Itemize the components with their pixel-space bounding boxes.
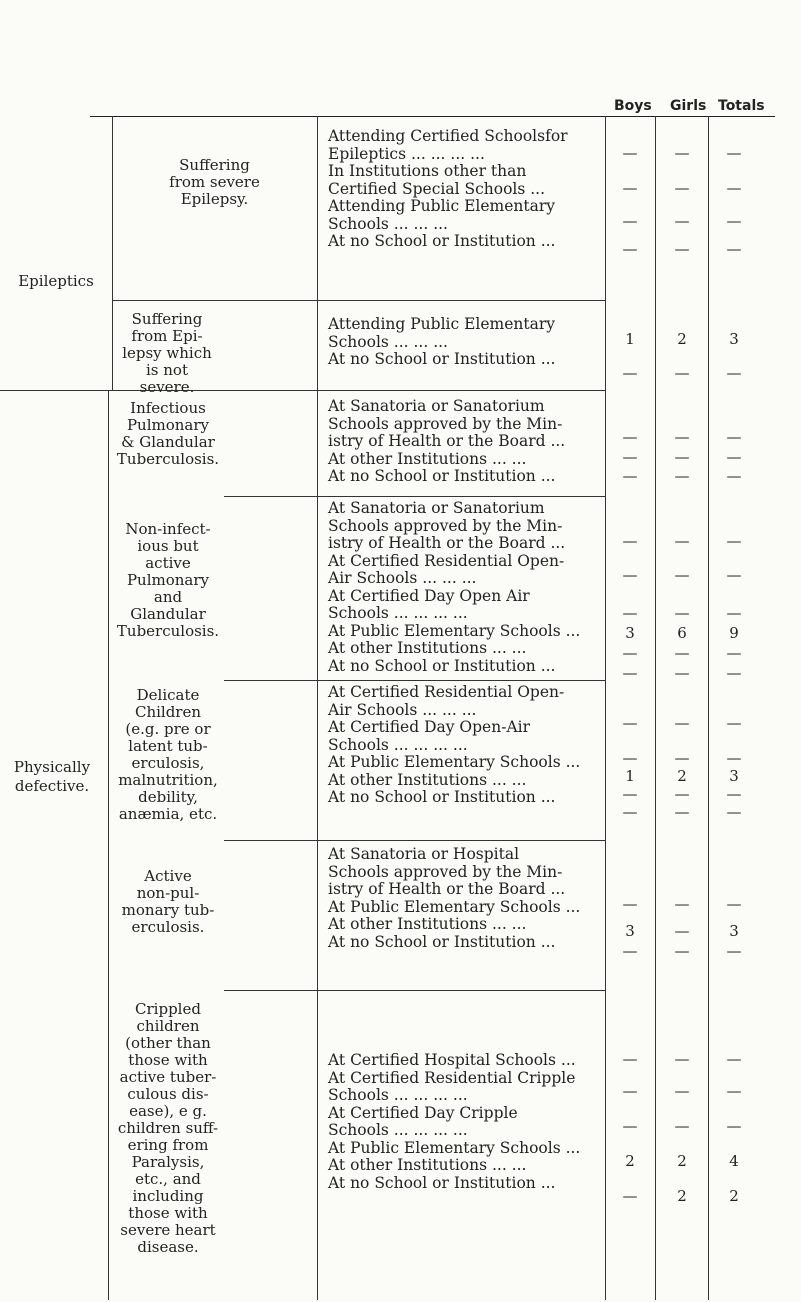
totals-value: —: [726, 566, 742, 584]
placement-item: Air Schools ... ... ...: [328, 569, 477, 587]
girls-value: 2: [677, 1187, 687, 1205]
placement-item: At no School or Institution ...: [328, 932, 556, 951]
group-label: [112, 868, 224, 936]
placement-item: At Certified Day Open Air: [328, 586, 530, 605]
placement-item: Attending Public Elementary: [328, 315, 556, 333]
boys-value: —: [622, 942, 638, 960]
group-label-line: including: [132, 1187, 204, 1205]
placement-item: At no School or Institution ...: [328, 788, 556, 806]
group-label-line: non-pul-: [136, 884, 200, 902]
totals-value: —: [726, 144, 742, 162]
placement-item: istry of Health or the Board ...: [328, 880, 566, 898]
group-label-line: Crippled: [135, 1000, 201, 1018]
boys-value: —: [622, 895, 638, 913]
boys-col-rule: [655, 116, 656, 1300]
placement-item: Schools ... ... ... ...: [328, 604, 468, 622]
group-label-line: Suffering: [179, 156, 250, 174]
placement-item: In Institutions other than: [328, 162, 527, 180]
placement-item: At Certified Day Cripple: [328, 1103, 518, 1122]
girls-value: —: [674, 364, 690, 382]
totals-value: —: [726, 644, 742, 662]
boys-value: —: [622, 749, 638, 767]
boys-value: —: [622, 448, 638, 466]
girls-value: —: [674, 566, 690, 584]
group-label-line: Delicate: [136, 686, 200, 704]
placement-item: Schools ... ... ... ...: [328, 1086, 468, 1104]
boys-value: —: [622, 240, 638, 258]
group-label-line: anæmia, etc.: [118, 805, 218, 823]
boys-value: —: [622, 644, 638, 662]
girls-value: —: [674, 604, 690, 622]
totals-value: —: [726, 749, 742, 767]
totals-value: —: [726, 1050, 742, 1068]
group-label-line: active tuber-: [119, 1068, 217, 1086]
totals-value: —: [726, 604, 742, 622]
group-label-line: Pulmonary: [126, 416, 210, 434]
placement-item: Schools approved by the Min-: [328, 862, 563, 881]
placement-item: At no School or Institution ...: [328, 467, 556, 485]
separator-2: [0, 390, 605, 391]
girls-value: 2: [677, 767, 687, 785]
group-label-line: & Glandular: [121, 433, 215, 451]
girls-value: —: [674, 467, 690, 485]
placement-item: Schools approved by the Min-: [328, 414, 563, 433]
boys-value: —: [622, 803, 638, 821]
group-label-line: ious but: [137, 537, 199, 555]
placement-item: At no School or Institution ...: [328, 350, 556, 368]
totals-header: Totals: [718, 98, 765, 114]
group-label: [112, 1001, 224, 1256]
placement-item: At Sanatoria or Sanatorium: [328, 499, 545, 517]
girls-value: —: [674, 212, 690, 230]
group-label-line: ease), e g.: [129, 1102, 207, 1120]
boys-value: 3: [625, 922, 635, 940]
girls-value: —: [674, 240, 690, 258]
group-label-line: is not: [146, 361, 188, 379]
category-col-rule-bottom: [108, 390, 109, 1300]
totals-value: —: [726, 785, 742, 803]
group-label: [112, 157, 317, 208]
placement-item: At Sanatoria or Sanatorium: [328, 397, 545, 415]
girls-value: 2: [677, 1152, 687, 1170]
separator-5: [224, 840, 605, 841]
separator-1: [112, 300, 605, 301]
group-label-line: Tuberculosis.: [116, 450, 220, 468]
girls-value: —: [674, 803, 690, 821]
group-label-line: Non-infect-: [125, 520, 211, 538]
totals-value: —: [726, 664, 742, 682]
boys-value: —: [622, 604, 638, 622]
totals-value: —: [726, 179, 742, 197]
girls-value: —: [674, 1082, 690, 1100]
totals-value: 3: [729, 922, 739, 940]
girls-value: —: [674, 1117, 690, 1135]
placement-item: At no School or Institution ...: [328, 656, 556, 675]
placement-item: istry of Health or the Board ...: [328, 534, 566, 552]
placement-item: At no School or Institution ...: [328, 1173, 556, 1192]
totals-value: —: [726, 942, 742, 960]
placement-item: At Certified Residential Cripple: [328, 1068, 576, 1087]
group-label-line: Paralysis,: [131, 1153, 205, 1171]
placement-item: At other Institutions ... ...: [328, 770, 527, 789]
placement-item: Schools ... ... ... ...: [328, 1121, 468, 1139]
placement-item: Schools ... ... ... ...: [328, 735, 468, 754]
group-label-line: Suffering: [131, 310, 203, 328]
totals-value: —: [726, 428, 742, 446]
items-col-rule: [605, 116, 606, 1300]
girls-value: —: [674, 749, 690, 767]
boys-value: 3: [625, 624, 635, 642]
separator-4: [224, 680, 605, 681]
girls-value: —: [674, 532, 690, 550]
group-label-line: Infectious: [130, 399, 206, 417]
girls-value: 2: [677, 330, 687, 348]
girls-value: 6: [677, 624, 687, 642]
placement-item: At no School or Institution ...: [328, 232, 556, 250]
totals-value: —: [726, 1117, 742, 1135]
girls-col-rule: [708, 116, 709, 1300]
boys-value: 1: [625, 330, 635, 348]
placement-item: At Certified Hospital Schools ...: [328, 1051, 576, 1069]
girls-value: —: [674, 144, 690, 162]
group-label: [112, 311, 222, 396]
placement-item: Schools ... ... ...: [328, 214, 448, 233]
totals-value: 3: [729, 767, 739, 785]
category-physically-defective: Physically defective.: [13, 758, 91, 795]
group-label: [112, 521, 224, 640]
totals-value: —: [726, 448, 742, 466]
girls-value: —: [674, 428, 690, 446]
totals-value: 2: [729, 1187, 739, 1205]
group-label-line: from severe: [169, 173, 260, 191]
placement-item: At other Institutions ... ...: [328, 639, 527, 657]
girls-value: —: [674, 714, 690, 732]
placement-item: At Public Elementary Schools ...: [328, 1138, 581, 1157]
boys-value: —: [622, 1050, 638, 1068]
totals-value: —: [726, 467, 742, 485]
totals-value: —: [726, 364, 742, 382]
girls-value: —: [674, 895, 690, 913]
girls-value: —: [674, 785, 690, 803]
group-label-line: children: [136, 1017, 200, 1035]
group-label-line: latent tub-: [128, 737, 208, 755]
totals-value: —: [726, 532, 742, 550]
girls-value: —: [674, 179, 690, 197]
totals-value: —: [726, 895, 742, 913]
boys-value: —: [622, 566, 638, 584]
group-col-rule: [317, 116, 318, 1300]
group-label-line: malnutrition,: [118, 771, 218, 789]
girls-value: —: [674, 942, 690, 960]
group-label-line: (e.g. pre or: [125, 720, 211, 738]
totals-value: —: [726, 803, 742, 821]
boys-value: —: [622, 532, 638, 550]
boys-value: —: [622, 714, 638, 732]
group-label-line: severe.: [139, 378, 195, 396]
group-label-line: Children: [134, 703, 202, 721]
totals-value: 3: [729, 330, 739, 348]
totals-value: —: [726, 1082, 742, 1100]
separator-6: [224, 990, 605, 991]
boys-value: —: [622, 212, 638, 230]
boys-value: 2: [625, 1152, 635, 1170]
group-label-line: Tuberculosis.: [116, 622, 220, 640]
boys-value: —: [622, 144, 638, 162]
group-label: [112, 687, 224, 823]
placement-item: At Certified Residential Open-: [328, 551, 565, 570]
group-label-line: ering from: [127, 1136, 209, 1154]
placement-item: Certified Special Schools ...: [328, 179, 546, 198]
group-label-line: children suff-: [117, 1119, 219, 1137]
group-label-line: from Epi-: [131, 327, 203, 345]
boys-value: —: [622, 664, 638, 682]
totals-value: —: [726, 212, 742, 230]
girls-header: Girls: [670, 98, 707, 114]
placement-item: At Public Elementary Schools ...: [328, 753, 581, 771]
group-label-line: Epilepsy.: [180, 190, 249, 208]
totals-value: 9: [729, 624, 739, 642]
boys-value: —: [622, 785, 638, 803]
group-label-line: erculosis.: [131, 918, 205, 936]
group-label-line: etc., and: [135, 1170, 201, 1188]
group-label-line: monary tub-: [121, 901, 215, 919]
category-epileptics: Epileptics: [18, 272, 94, 290]
girls-value: —: [674, 448, 690, 466]
group-label-line: severe heart: [120, 1221, 216, 1239]
placement-item: At Public Elementary Schools ...: [328, 897, 581, 916]
group-label-line: and: [153, 588, 183, 606]
group-label-line: culous dis-: [127, 1085, 209, 1103]
placement-item: istry of Health or the Board ...: [328, 432, 566, 450]
boys-header: Boys: [614, 98, 652, 114]
girls-value: —: [674, 1050, 690, 1068]
girls-value: —: [674, 922, 690, 940]
placement-item: Attending Public Elementary: [328, 197, 556, 215]
group-label-line: disease.: [137, 1238, 199, 1256]
boys-value: 1: [625, 767, 635, 785]
boys-value: —: [622, 1117, 638, 1135]
totals-value: 4: [729, 1152, 739, 1170]
placement-item: Schools approved by the Min-: [328, 516, 563, 535]
group-label-line: those with: [128, 1204, 208, 1222]
group-label-line: active: [145, 554, 191, 572]
header-rule: [90, 116, 775, 117]
placement-item: At other Institutions ... ...: [328, 1156, 527, 1174]
placement-item: Epileptics ... ... ... ...: [328, 144, 485, 163]
placement-item: Attending Certified Schoolsfor: [328, 127, 568, 145]
group-label-line: Active: [144, 867, 192, 885]
girls-value: —: [674, 664, 690, 682]
placement-item: At Certified Residential Open-: [328, 683, 565, 701]
boys-value: —: [622, 467, 638, 485]
separator-3: [224, 496, 605, 497]
placement-item: At Sanatoria or Hospital: [328, 845, 520, 863]
group-label-line: Pulmonary: [126, 571, 210, 589]
girls-value: —: [674, 644, 690, 662]
placement-item: At other Institutions ... ...: [328, 449, 527, 468]
boys-value: —: [622, 364, 638, 382]
group-label-line: (other than: [125, 1034, 211, 1052]
placement-item: Schools ... ... ...: [328, 332, 448, 351]
totals-value: —: [726, 240, 742, 258]
group-label-line: erculosis,: [131, 754, 205, 772]
placement-item: At Public Elementary Schools ...: [328, 621, 581, 640]
boys-value: —: [622, 428, 638, 446]
group-label: [112, 400, 224, 468]
totals-value: —: [726, 714, 742, 732]
boys-value: —: [622, 179, 638, 197]
boys-value: —: [622, 1082, 638, 1100]
group-label-line: lepsy which: [122, 344, 212, 362]
boys-value: —: [622, 1187, 638, 1205]
placement-item: Air Schools ... ... ...: [328, 700, 477, 719]
placement-item: At other Institutions ... ...: [328, 915, 527, 933]
group-label-line: debility,: [138, 788, 198, 806]
placement-item: At Certified Day Open-Air: [328, 718, 530, 736]
group-label-line: those with: [128, 1051, 208, 1069]
group-label-line: Glandular: [130, 605, 206, 623]
